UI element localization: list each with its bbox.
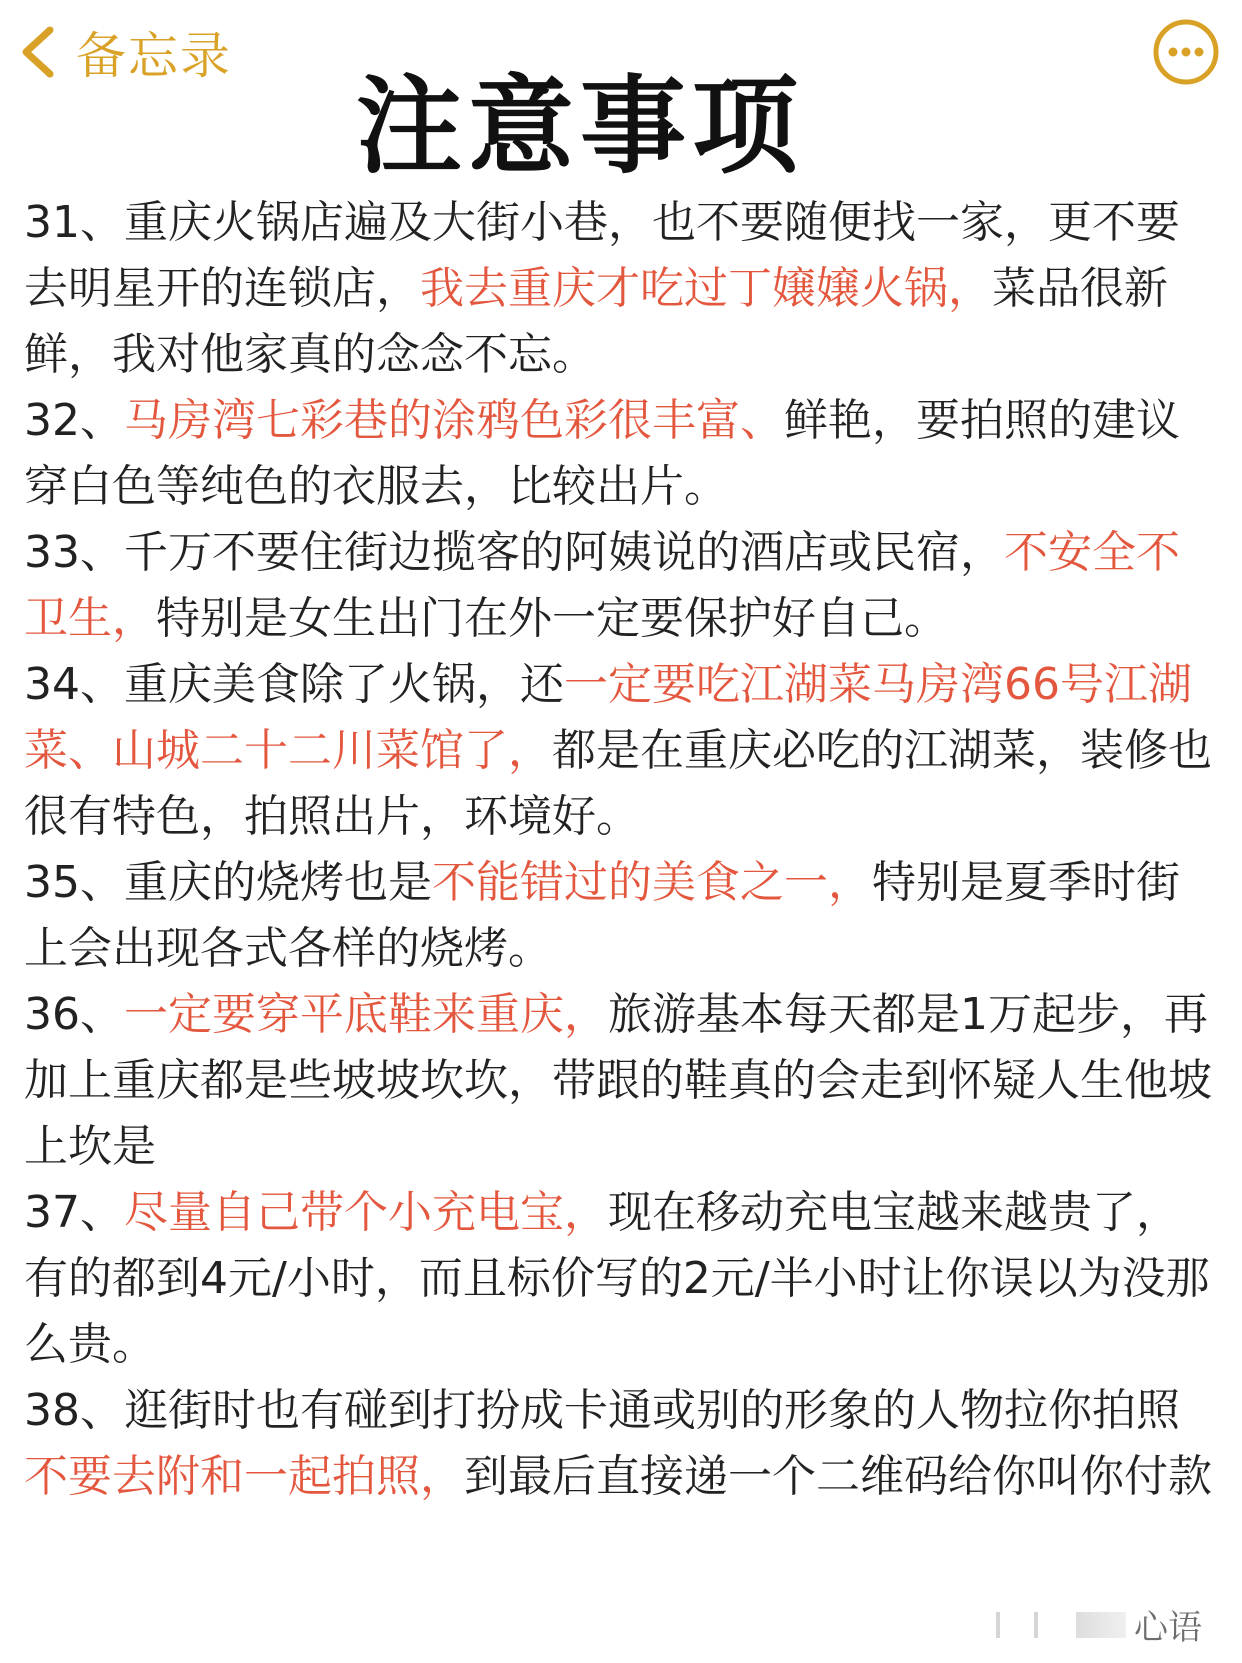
note-text: 鲜艳，要拍照的建议穿白色等纯色的衣服去，比较出片。	[24, 395, 1180, 512]
note-text: 31、重庆火锅店遍及大街小巷，也不要随便找一家，更不要去明星开的连锁店，	[24, 197, 1180, 314]
note-text: 旅游基本每天都是1万起步，再加上重庆都是些坡坡坎坎，带跟的鞋真的会走到怀疑人生他坡上坎是	[24, 989, 1212, 1172]
highlighted-text: 不要去附和一起拍照，	[24, 1451, 464, 1502]
highlighted-text: 我去重庆才吃过丁嬢嬢火锅，	[420, 263, 992, 314]
note-item	[24, 190, 1220, 388]
watermark-mark-icon	[996, 1612, 1126, 1638]
back-label: 备忘录	[76, 27, 232, 85]
note-item	[24, 1180, 1220, 1378]
note-text: 37、	[24, 1187, 124, 1238]
watermark-text: 心语	[1134, 1608, 1202, 1648]
note-body[interactable]	[24, 190, 1220, 1510]
note-item	[24, 982, 1220, 1180]
highlighted-text: 不安全不卫生，	[24, 527, 1180, 644]
highlighted-text: 马房湾七彩巷的涂鸦色彩很丰富、	[124, 395, 784, 446]
note-text: 菜品很新鲜，我对他家真的念念不忘。	[24, 263, 1168, 380]
note-item	[24, 850, 1220, 982]
more-options-icon[interactable]	[1152, 18, 1220, 86]
note-item	[24, 652, 1220, 850]
note-text: 34、重庆美食除了火锅，还	[24, 659, 564, 710]
highlighted-text: 一定要穿平底鞋来重庆，	[124, 989, 608, 1040]
note-item	[24, 520, 1220, 652]
page-title: 注意事项	[356, 65, 804, 188]
note-text: 都是在重庆必吃的江湖菜，装修也很有特色，拍照出片，环境好。	[24, 725, 1212, 842]
note-item	[24, 1378, 1220, 1510]
note-text: 38、逛街时也有碰到打扮成卡通或别的形象的人物拉你拍照	[24, 1385, 1180, 1436]
note-text: 35、重庆的烧烤也是	[24, 857, 432, 908]
note-text: 32、	[24, 395, 124, 446]
note-text: 特别是夏季时街上会出现各式各样的烧烤。	[24, 857, 1180, 974]
note-text: 特别是女生出门在外一定要保护好自己。	[156, 593, 948, 644]
watermark	[996, 1600, 1202, 1649]
highlighted-text: 不能错过的美食之一，	[432, 857, 872, 908]
note-text: 到最后直接递一个二维码给你叫你付款	[464, 1451, 1212, 1502]
highlighted-text: 一定要吃江湖菜马房湾66号江湖菜、山城二十二川菜馆了，	[24, 659, 1192, 776]
note-text: 36、	[24, 989, 124, 1040]
highlighted-text: 尽量自己带个小充电宝，	[124, 1187, 608, 1238]
note-item	[24, 388, 1220, 520]
note-text: 现在移动充电宝越来越贵了，有的都到4元/小时，而且标价写的2元/半小时让你误以为没那么贵。	[24, 1187, 1210, 1370]
note-text: 33、千万不要住街边揽客的阿姨说的酒店或民宿，	[24, 527, 1004, 578]
